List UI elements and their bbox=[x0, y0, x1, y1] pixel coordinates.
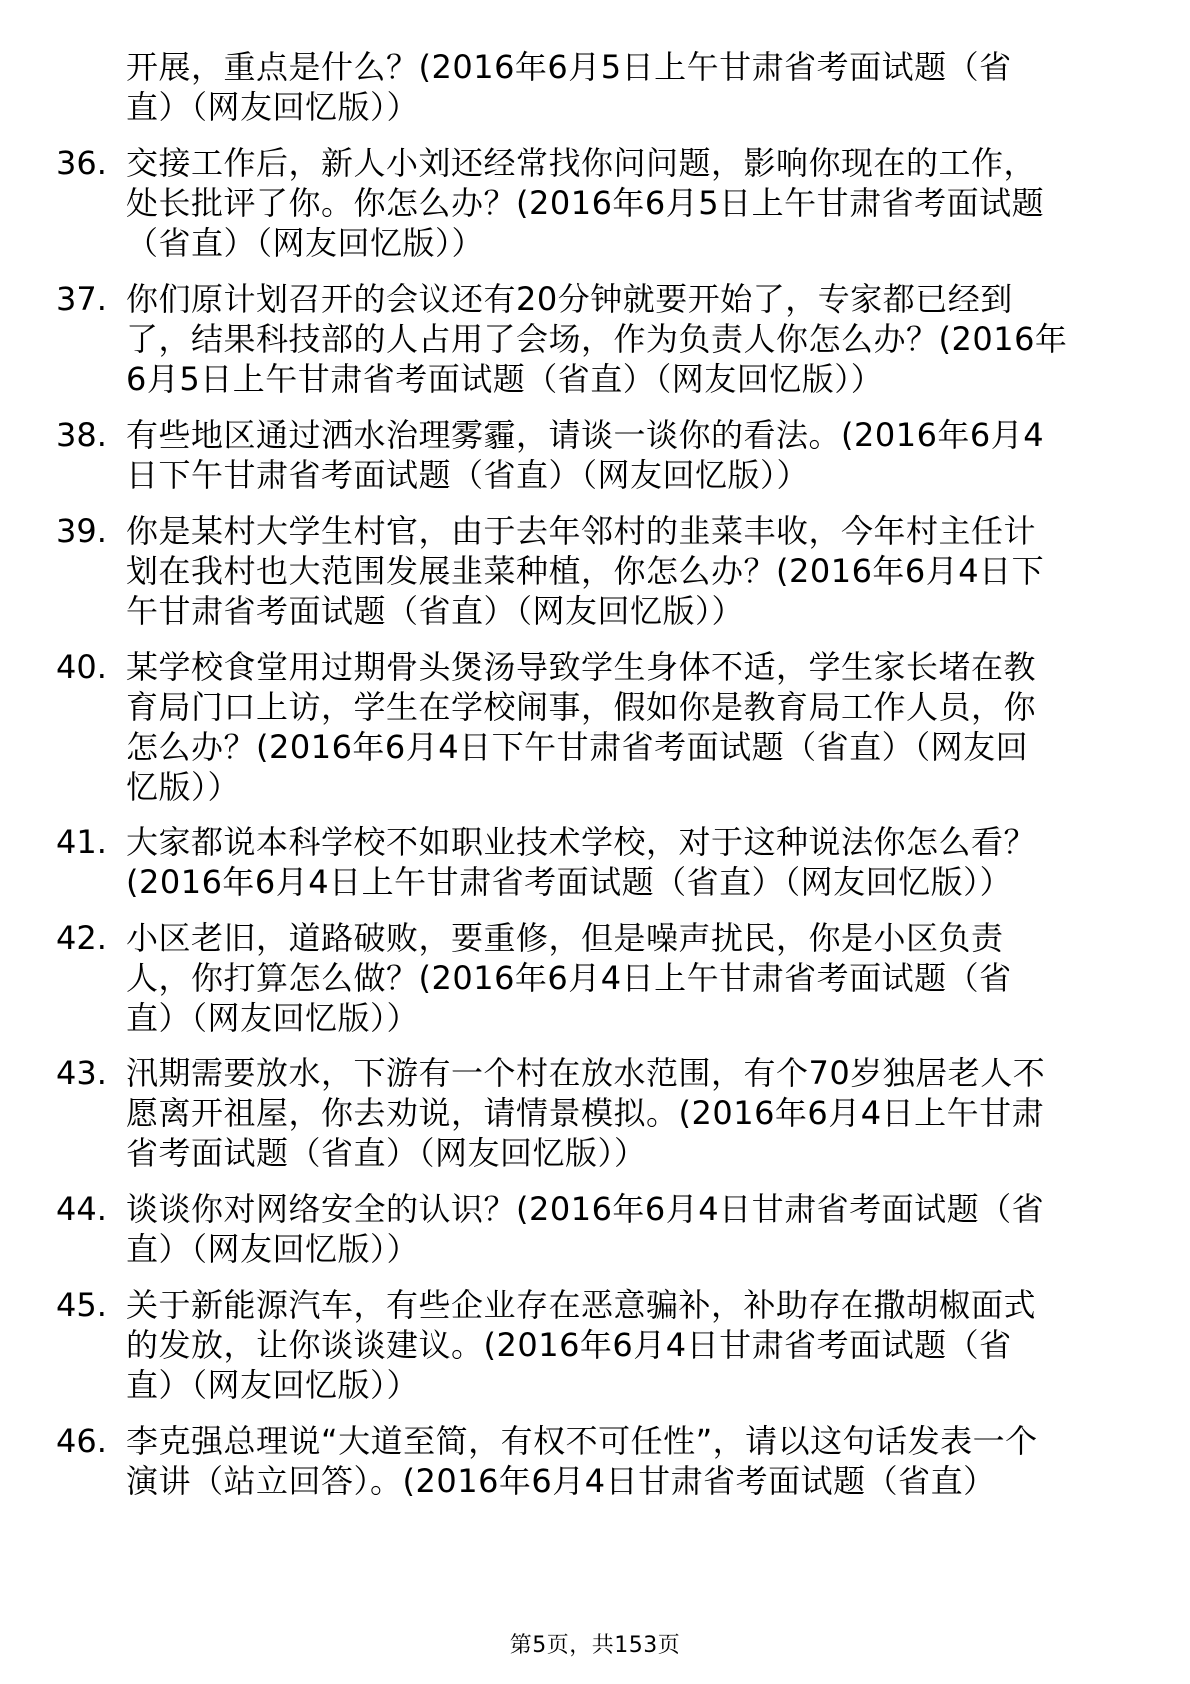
text-line: 你是某村大学生村官，由于去年邻村的韭菜丰收，今年村主任计 bbox=[126, 512, 1037, 550]
text-line: 人，你打算怎么做？(2016年6月4日上午甘肃省考面试题（省 bbox=[126, 959, 1012, 997]
question-text bbox=[126, 1189, 1136, 1269]
question-text bbox=[126, 279, 1136, 399]
text-line: 谈谈你对网络安全的认识？(2016年6月4日甘肃省考面试题（省 bbox=[126, 1190, 1045, 1228]
text-line: 某学校食堂用过期骨头煲汤导致学生身体不适，学生家长堵在教 bbox=[126, 648, 1037, 686]
text-line: 怎么办？(2016年6月4日下午甘肃省考面试题（省直）（网友回 bbox=[126, 728, 1029, 766]
text-line: 划在我村也大范围发展韭菜种植，你怎么办？(2016年6月4日下 bbox=[126, 552, 1045, 590]
question-text bbox=[126, 143, 1136, 263]
text-line: 关于新能源汽车，有些企业存在恶意骗补，补助存在撒胡椒面式 bbox=[126, 1286, 1037, 1324]
text-line: 忆版）） bbox=[126, 768, 241, 806]
question-text bbox=[126, 415, 1136, 495]
question-number: 46. bbox=[56, 1422, 107, 1460]
question-number: 41. bbox=[56, 823, 107, 861]
text-line: 交接工作后，新人小刘还经常找你问问题，影响你现在的工作， bbox=[126, 144, 1037, 182]
question-text bbox=[126, 822, 1136, 902]
question-number: 44. bbox=[56, 1190, 107, 1228]
page-footer: 第5页，共153页 bbox=[509, 1633, 681, 1658]
text-line: 你们原计划召开的会议还有20分钟就要开始了，专家都已经到 bbox=[126, 280, 1013, 318]
text-line: 育局门口上访，学生在学校闹事，假如你是教育局工作人员，你 bbox=[126, 688, 1037, 726]
question-number: 42. bbox=[56, 919, 107, 957]
text-line: （省直）（网友回忆版）） bbox=[126, 224, 485, 262]
text-line: 6月5日上午甘肃省考面试题（省直）（网友回忆版）） bbox=[126, 360, 884, 398]
text-line: 的发放，让你谈谈建议。(2016年6月4日甘肃省考面试题（省 bbox=[126, 1326, 1012, 1364]
text-line: 小区老旧，道路破败，要重修，但是噪声扰民，你是小区负责 bbox=[126, 919, 1004, 957]
text-line: 李克强总理说“大道至简，有权不可任性”，请以这句话发表一个 bbox=[126, 1422, 1038, 1460]
text-line: 大家都说本科学校不如职业技术学校，对于这种说法你怎么看？ bbox=[126, 823, 1037, 861]
question-text bbox=[126, 1421, 1136, 1501]
text-line: 直）（网友回忆版）） bbox=[126, 88, 420, 126]
question-number: 40. bbox=[56, 648, 107, 686]
question-text bbox=[126, 1053, 1136, 1173]
text-line: 直）（网友回忆版）） bbox=[126, 1230, 420, 1268]
text-line: (2016年6月4日上午甘肃省考面试题（省直）（网友回忆版）） bbox=[126, 863, 1013, 901]
question-text bbox=[126, 918, 1136, 1038]
question-text bbox=[126, 647, 1136, 807]
text-line: 午甘肃省考面试题（省直）（网友回忆版）） bbox=[126, 592, 745, 630]
text-line: 汛期需要放水，下游有一个村在放水范围，有个70岁独居老人不 bbox=[126, 1054, 1046, 1092]
text-line: 了，结果科技部的人占用了会场，作为负责人你怎么办？(2016年 bbox=[126, 320, 1068, 358]
text-line: 日下午甘肃省考面试题（省直）（网友回忆版）） bbox=[126, 456, 810, 494]
text-line: 处长批评了你。你怎么办？(2016年6月5日上午甘肃省考面试题 bbox=[126, 184, 1045, 222]
question-number: 37. bbox=[56, 280, 107, 318]
text-line: 直）（网友回忆版）） bbox=[126, 999, 420, 1037]
text-line: 演讲（站立回答）。(2016年6月4日甘肃省考面试题（省直） bbox=[126, 1462, 996, 1500]
text-line: 直）（网友回忆版）） bbox=[126, 1366, 420, 1404]
text-line: 开展，重点是什么？(2016年6月5日上午甘肃省考面试题（省 bbox=[126, 48, 1012, 86]
text-line: 愿离开祖屋，你去劝说，请情景模拟。(2016年6月4日上午甘肃 bbox=[126, 1094, 1045, 1132]
text-line: 有些地区通过洒水治理雾霾，请谈一谈你的看法。(2016年6月4 bbox=[126, 416, 1045, 454]
question-text bbox=[126, 47, 1136, 127]
question-number: 39. bbox=[56, 512, 107, 550]
question-number: 38. bbox=[56, 416, 107, 454]
question-text bbox=[126, 511, 1136, 631]
question-number: 43. bbox=[56, 1054, 107, 1092]
question-text bbox=[126, 1285, 1136, 1405]
question-number: 36. bbox=[56, 144, 107, 182]
question-number: 45. bbox=[56, 1286, 107, 1324]
text-line: 省考面试题（省直）（网友回忆版）） bbox=[126, 1134, 647, 1172]
